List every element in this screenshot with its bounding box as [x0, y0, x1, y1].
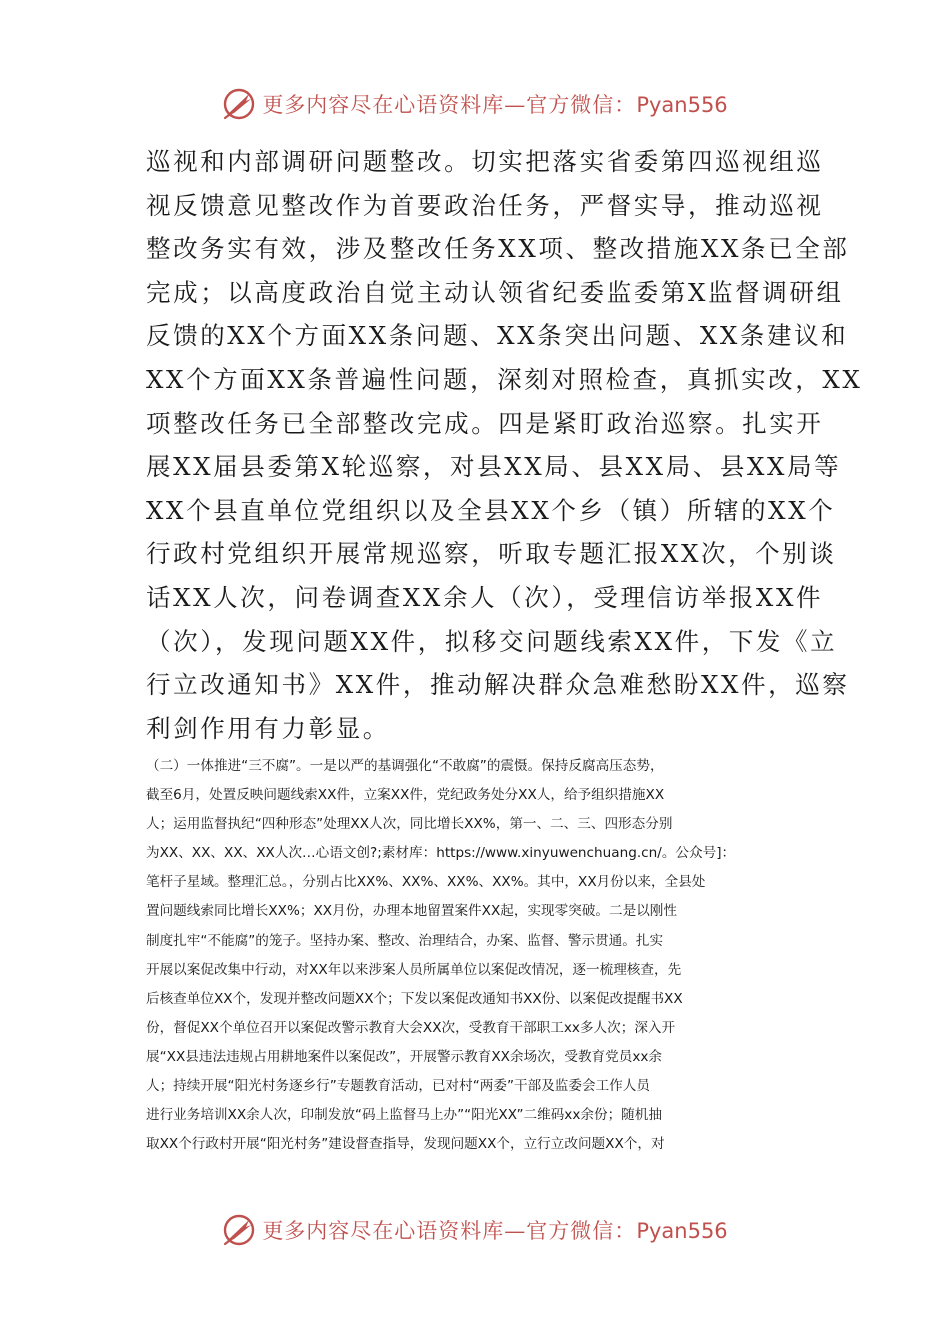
text-line: 反馈的XX个方面XX条问题、XX条突出问题、XX条建议和	[146, 321, 849, 351]
text-line: 份，督促XX个单位召开以案促改警示教育大会XX次，受教育干部职工xx多人次；深入开	[146, 1019, 676, 1036]
text-line: 进行业务培训XX余人次，印制发放“码上监督马上办”“阳光XX”二维码xx余份；随机抽	[146, 1107, 662, 1124]
text-line: 话XX人次，问卷调查XX余人（次），受理信访举报XX件	[146, 582, 824, 612]
watermark-text: 更多内容尽在心语资料库—官方微信：Pyan556	[262, 93, 728, 117]
text-line: 制度扎牢“不能腐”的笼子。坚持办案、整改、治理结合，办案、监督、警示贯通。扎实	[146, 932, 664, 949]
text-line: 整改务实有效，涉及整改任务XX项、整改措施XX条已全部	[146, 234, 850, 264]
text-line: 为XX、XX、XX、XX人次…心语文创?;素材库：https://www.xinyuwenchuang.cn/。公众号]：	[146, 845, 736, 862]
quill-logo-icon	[222, 1213, 256, 1247]
text-line: 巡视和内部调研问题整改。切实把落实省委第四巡视组巡	[146, 147, 824, 176]
body-paragraph-large	[146, 140, 863, 750]
text-line: 人；运用监督执纪“四种形态”处理XX人次，同比增长XX%，第一、二、三、四形态分别	[146, 816, 673, 833]
text-line: （次），发现问题XX件，拟移交问题线索XX件，下发《立	[146, 626, 838, 656]
text-line: 开展以案促改集中行动，对XX年以来涉案人员所属单位以案促改情况，逐一梳理核查，先	[146, 961, 682, 978]
quill-logo-icon	[222, 87, 256, 121]
text-line: 完成；以高度政治自觉主动认领省纪委监委第X监督调研组	[146, 277, 844, 307]
text-line: 人；持续开展“阳光村务逐乡行”专题教育活动，已对村“两委”干部及监委会工作人员	[146, 1078, 650, 1095]
text-line: 项整改任务已全部整改完成。四是紧盯政治巡察。扎实开	[146, 408, 824, 438]
footer-watermark	[0, 1208, 950, 1252]
text-line: 展“XX县违法违规占用耕地案件以案促改”，开展警示教育XX余场次，受教育党员xx余	[146, 1048, 663, 1065]
text-line: 置问题线索同比增长XX%；XX月份，办理本地留置案件XX起，实现零突破。二是以刚性	[146, 903, 677, 920]
text-line: XX个方面XX条普遍性问题，深刻对照检查，真抓实改，XX	[146, 364, 863, 394]
text-line: 笔杆子星域。整理汇总。，分别占比XX%、XX%、XX%、XX%。其中，XX月份以来，全县处	[146, 874, 706, 891]
text-line: XX个县直单位党组织以及全县XX个乡（镇）所辖的XX个	[146, 495, 836, 525]
text-line: （二）一体推进“三不腐”。一是以严的基调强化“不敢腐”的震慑。保持反腐高压态势，	[146, 758, 664, 774]
watermark-text: 更多内容尽在心语资料库—官方微信：Pyan556	[262, 1219, 728, 1243]
text-line: 行立改通知书》XX件，推动解决群众急难愁盼XX件，巡察	[146, 670, 850, 700]
text-line: 视反馈意见整改作为首要政治任务，严督实导，推动巡视	[146, 190, 824, 220]
text-line: 截至6月，处置反映问题线索XX件，立案XX件，党纪政务处分XX人，给予组织措施XX	[146, 787, 665, 804]
text-line: 后核查单位XX个，发现并整改问题XX个；下发以案促改通知书XX份、以案促改提醒书XX	[146, 990, 683, 1007]
text-line: 行政村党组织开展常规巡察，听取专题汇报XX次，个别谈	[146, 539, 837, 569]
body-paragraph-small	[146, 752, 810, 1159]
header-watermark	[0, 82, 950, 126]
text-line: 利剑作用有力彰显。	[146, 713, 390, 743]
text-line: 取XX个行政村开展“阳光村务”建设督查指导，发现问题XX个，立行立改问题XX个，对	[146, 1136, 665, 1153]
text-line: 展XX届县委第X轮巡察，对县XX局、县XX局、县XX局等	[146, 452, 842, 482]
